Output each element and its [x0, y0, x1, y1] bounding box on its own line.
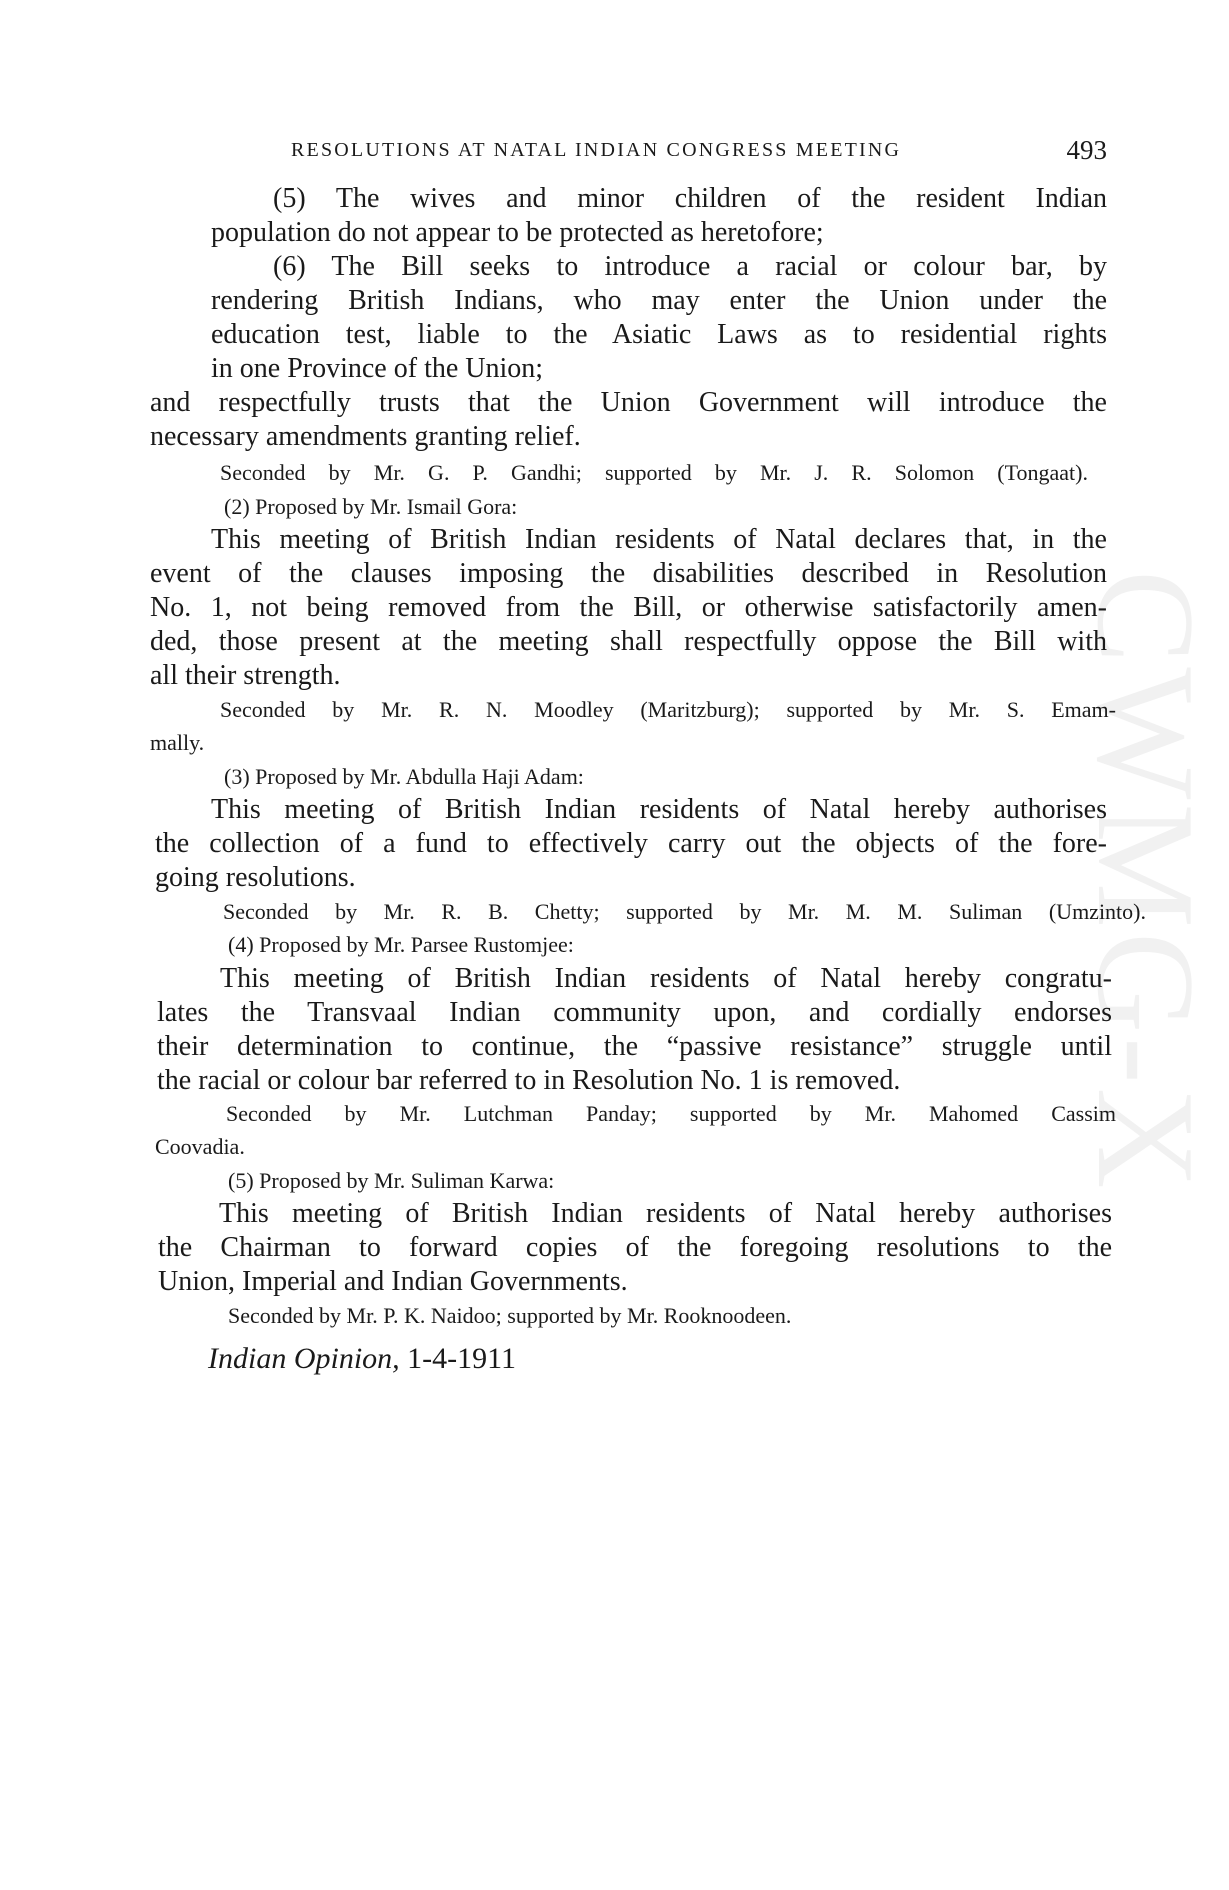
- body-line: rendering British Indians, who may enter the Union under the: [211, 285, 1107, 316]
- body-line: population do not appear to be protected as heretofore;: [211, 217, 824, 248]
- body-line: This meeting of British Indian residents of Natal hereby authorises: [211, 794, 1107, 825]
- citation-source: Indian Opinion,: [208, 1342, 400, 1375]
- body-line: (6) The Bill seeks to introduce a racial or colour bar, by: [273, 251, 1107, 282]
- body-line: event of the clauses imposing the disabilities described in Resolution: [150, 558, 1107, 589]
- body-line: No. 1, not being removed from the Bill, or otherwise satisfactorily amen-: [150, 592, 1107, 623]
- body-line: ded, those present at the meeting shall respectfully oppose the Bill with: [150, 626, 1107, 657]
- seconded-line: Seconded by Mr. R. B. Chetty; supported by Mr. M. M. Suliman (Umzinto).: [223, 899, 1146, 924]
- body-line: necessary amendments granting relief.: [150, 421, 581, 452]
- watermark: CWMG-X: [1068, 570, 1223, 1193]
- citation-date: 1-4-1911: [407, 1342, 517, 1375]
- seconded-line: Coovadia.: [155, 1134, 245, 1159]
- body-line: (5) The wives and minor children of the resident Indian: [273, 183, 1107, 214]
- running-title: RESOLUTIONS AT NATAL INDIAN CONGRESS MEETING: [291, 139, 902, 161]
- body-line: the Chairman to forward copies of the foregoing resolutions to the: [158, 1232, 1112, 1263]
- body-line: Union, Imperial and Indian Governments.: [158, 1266, 628, 1297]
- body-line: going resolutions.: [155, 862, 356, 893]
- source-citation: [208, 1342, 516, 1376]
- body-line: and respectfully trusts that the Union Government will introduce the: [150, 387, 1107, 418]
- body-line: the racial or colour bar referred to in Resolution No. 1 is removed.: [157, 1065, 901, 1096]
- body-line: all their strength.: [150, 660, 341, 691]
- proposed-line: (2) Proposed by Mr. Ismail Gora:: [224, 494, 518, 519]
- seconded-line: Seconded by Mr. G. P. Gandhi; supported by Mr. J. R. Solomon (Tongaat).: [220, 460, 1088, 485]
- body-line: This meeting of British Indian residents of Natal declares that, in the: [211, 524, 1107, 555]
- page-number: 493: [1066, 135, 1107, 165]
- body-line: education test, liable to the Asiatic Laws as to residential rights: [211, 319, 1107, 350]
- seconded-line: mally.: [150, 730, 205, 755]
- seconded-line: Seconded by Mr. P. K. Naidoo; supported by Mr. Rooknoodeen.: [228, 1303, 792, 1328]
- proposed-line: (3) Proposed by Mr. Abdulla Haji Adam:: [224, 764, 584, 789]
- seconded-line: Seconded by Mr. Lutchman Panday; supported by Mr. Mahomed Cassim: [226, 1101, 1116, 1126]
- proposed-line: (5) Proposed by Mr. Suliman Karwa:: [228, 1168, 555, 1193]
- body-line: This meeting of British Indian residents of Natal hereby authorises: [219, 1198, 1112, 1229]
- proposed-line: (4) Proposed by Mr. Parsee Rustomjee:: [228, 932, 574, 957]
- body-line: in one Province of the Union;: [211, 353, 544, 384]
- body-line: the collection of a fund to effectively carry out the objects of the fore-: [155, 828, 1107, 859]
- body-line: their determination to continue, the “passive resistance” struggle until: [157, 1031, 1112, 1062]
- body-line: This meeting of British Indian residents of Natal hereby congratu-: [220, 963, 1112, 994]
- seconded-line: Seconded by Mr. R. N. Moodley (Maritzburg); supported by Mr. S. Emam-: [220, 697, 1116, 722]
- page-header: [291, 135, 1107, 169]
- body-line: lates the Transvaal Indian community upon, and cordially endorses: [157, 997, 1112, 1028]
